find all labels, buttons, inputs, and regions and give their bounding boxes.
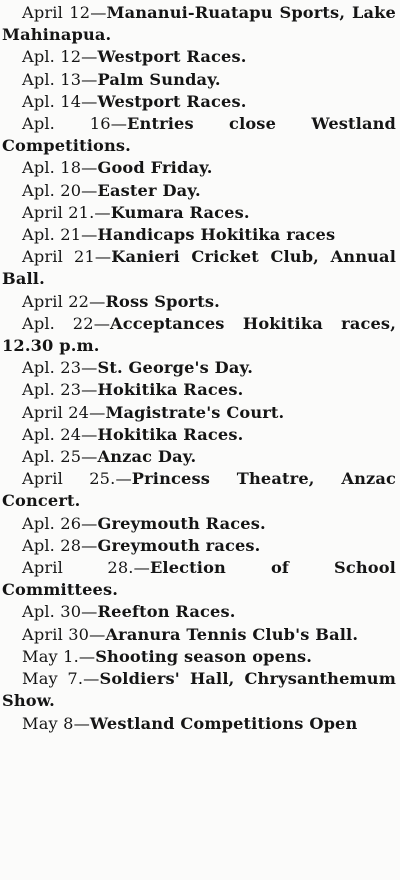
entry-event: Hokitika Races. — [97, 380, 244, 400]
calendar-entry — [0, 402, 400, 424]
entry-date: Apl. 14 — [22, 91, 82, 111]
entry-dash: — — [94, 247, 112, 267]
entry-date: Apl. 28 — [22, 535, 82, 555]
entry-event: Mananui-Ruatapu Sports, Lake Mahinapua. — [2, 3, 396, 45]
entry-date: Apl. 30 — [22, 602, 82, 622]
calendar-entry — [0, 557, 400, 601]
entry-dash: — — [81, 69, 98, 89]
entry-dash: — — [73, 713, 90, 733]
calendar-entry — [0, 157, 400, 179]
calendar-entry — [0, 246, 400, 290]
entry-event: Palm Sunday. — [97, 69, 221, 89]
entry-event: Aranura Tennis Club's Ball. — [105, 624, 359, 644]
entry-event: Greymouth races. — [97, 535, 261, 555]
entry-date: April 21 — [22, 202, 90, 222]
entry-event: Ross Sports. — [105, 291, 220, 311]
entry-event: Westport Races. — [97, 91, 247, 111]
entry-dash: — — [78, 646, 96, 666]
entry-event: Easter Day. — [97, 180, 201, 200]
calendar-entry — [0, 224, 400, 246]
entry-date: Apl. 13 — [22, 69, 82, 89]
entry-event: Anzac Day. — [97, 447, 197, 467]
entry-date: Apl. 26 — [22, 513, 82, 533]
entry-date: April 24 — [22, 402, 90, 422]
entry-event: St. George's Day. — [97, 358, 253, 378]
entry-dash: — — [89, 624, 106, 644]
calendar-entry — [0, 291, 400, 313]
entry-event: Soldiers' Hall, Chrysanthemum Show. — [2, 669, 396, 711]
entry-dash: — — [133, 558, 150, 578]
entry-date: May 8 — [22, 713, 74, 733]
entry-date: May 7. — [22, 669, 84, 689]
entry-date: Apl. 12 — [22, 47, 82, 67]
entry-dash: — — [81, 424, 98, 444]
entry-event: Magistrate's Court. — [105, 402, 285, 422]
calendar-entry — [0, 668, 400, 712]
entry-dash: — — [81, 91, 98, 111]
calendar-entry — [0, 601, 400, 623]
entry-date: April 28. — [22, 558, 134, 578]
calendar-entry — [0, 2, 400, 46]
entry-dash: — — [110, 114, 128, 134]
entry-date: Apl. 18 — [22, 158, 82, 178]
entry-dash: — — [89, 402, 106, 422]
entry-dash: — — [115, 469, 132, 489]
entry-event: Reefton Races. — [97, 602, 236, 622]
entry-date: Apl. 24 — [22, 424, 82, 444]
calendar-entry — [0, 535, 400, 557]
entry-dash: — — [81, 513, 98, 533]
entry-dash: .— — [89, 202, 111, 222]
entry-date: May 1. — [22, 646, 79, 666]
calendar-entry — [0, 513, 400, 535]
calendar-entry — [0, 91, 400, 113]
entry-dash: — — [81, 358, 98, 378]
entry-dash: — — [83, 669, 100, 689]
entry-date: April 30 — [22, 624, 90, 644]
calendar-entry — [0, 446, 400, 468]
calendar-entry — [0, 113, 400, 157]
calendar-entry — [0, 646, 400, 668]
calendar-entry — [0, 713, 400, 735]
calendar-entry — [0, 202, 400, 224]
entry-date: Apl. 20 — [22, 180, 82, 200]
entry-dash: — — [81, 380, 98, 400]
entry-date: Apl. 21 — [22, 225, 82, 245]
entry-dash: — — [81, 447, 98, 467]
calendar-entry — [0, 357, 400, 379]
entry-event: Acceptances Hokitika races, 12.30 p.m. — [2, 313, 396, 356]
entry-event: Hokitika Races. — [97, 424, 244, 444]
entry-date: April 25. — [22, 469, 116, 489]
calendar-entry — [0, 46, 400, 68]
entry-date: April 12 — [22, 3, 91, 22]
calendar-entry — [0, 313, 400, 357]
calendar-entry — [0, 69, 400, 91]
entry-event: Greymouth Races. — [97, 513, 266, 533]
entry-date: Apl. 22 — [22, 313, 94, 333]
entry-dash: — — [81, 47, 98, 67]
entry-dash: — — [81, 180, 98, 200]
calendar-entry — [0, 180, 400, 202]
entry-event: Handicaps Hokitika races — [97, 225, 336, 245]
entry-dash: — — [81, 158, 98, 178]
entry-event: Good Friday. — [97, 158, 213, 178]
entry-dash: — — [81, 602, 98, 622]
entry-event: Election of School Committees. — [2, 558, 396, 600]
entry-date: Apl. 16 — [22, 114, 111, 134]
events-calendar-list — [0, 2, 400, 735]
entry-dash: — — [90, 3, 107, 22]
entry-event: Kanieri Cricket Club, Annual Ball. — [2, 247, 396, 289]
entry-dash: — — [89, 291, 106, 311]
entry-event: Kumara Races. — [110, 202, 250, 222]
entry-date: Apl. 25 — [22, 447, 82, 467]
entry-dash: — — [81, 225, 98, 245]
entry-event: Shooting season opens. — [95, 646, 313, 666]
entry-event: Westport Races. — [97, 47, 247, 67]
entry-event: Princess Theatre, Anzac Concert. — [2, 469, 396, 511]
entry-event: Entries close Westland Competitions. — [2, 114, 396, 156]
entry-date: Apl. 23 — [22, 358, 82, 378]
calendar-entry — [0, 468, 400, 512]
calendar-entry — [0, 424, 400, 446]
calendar-entry — [0, 624, 400, 646]
calendar-entry — [0, 379, 400, 401]
entry-event: Westland Competitions Open — [89, 713, 358, 733]
entry-dash: — — [93, 313, 111, 333]
entry-date: April 22 — [22, 291, 90, 311]
entry-date: Apl. 23 — [22, 380, 82, 400]
entry-date: April 21 — [22, 247, 95, 267]
entry-dash: — — [81, 535, 98, 555]
